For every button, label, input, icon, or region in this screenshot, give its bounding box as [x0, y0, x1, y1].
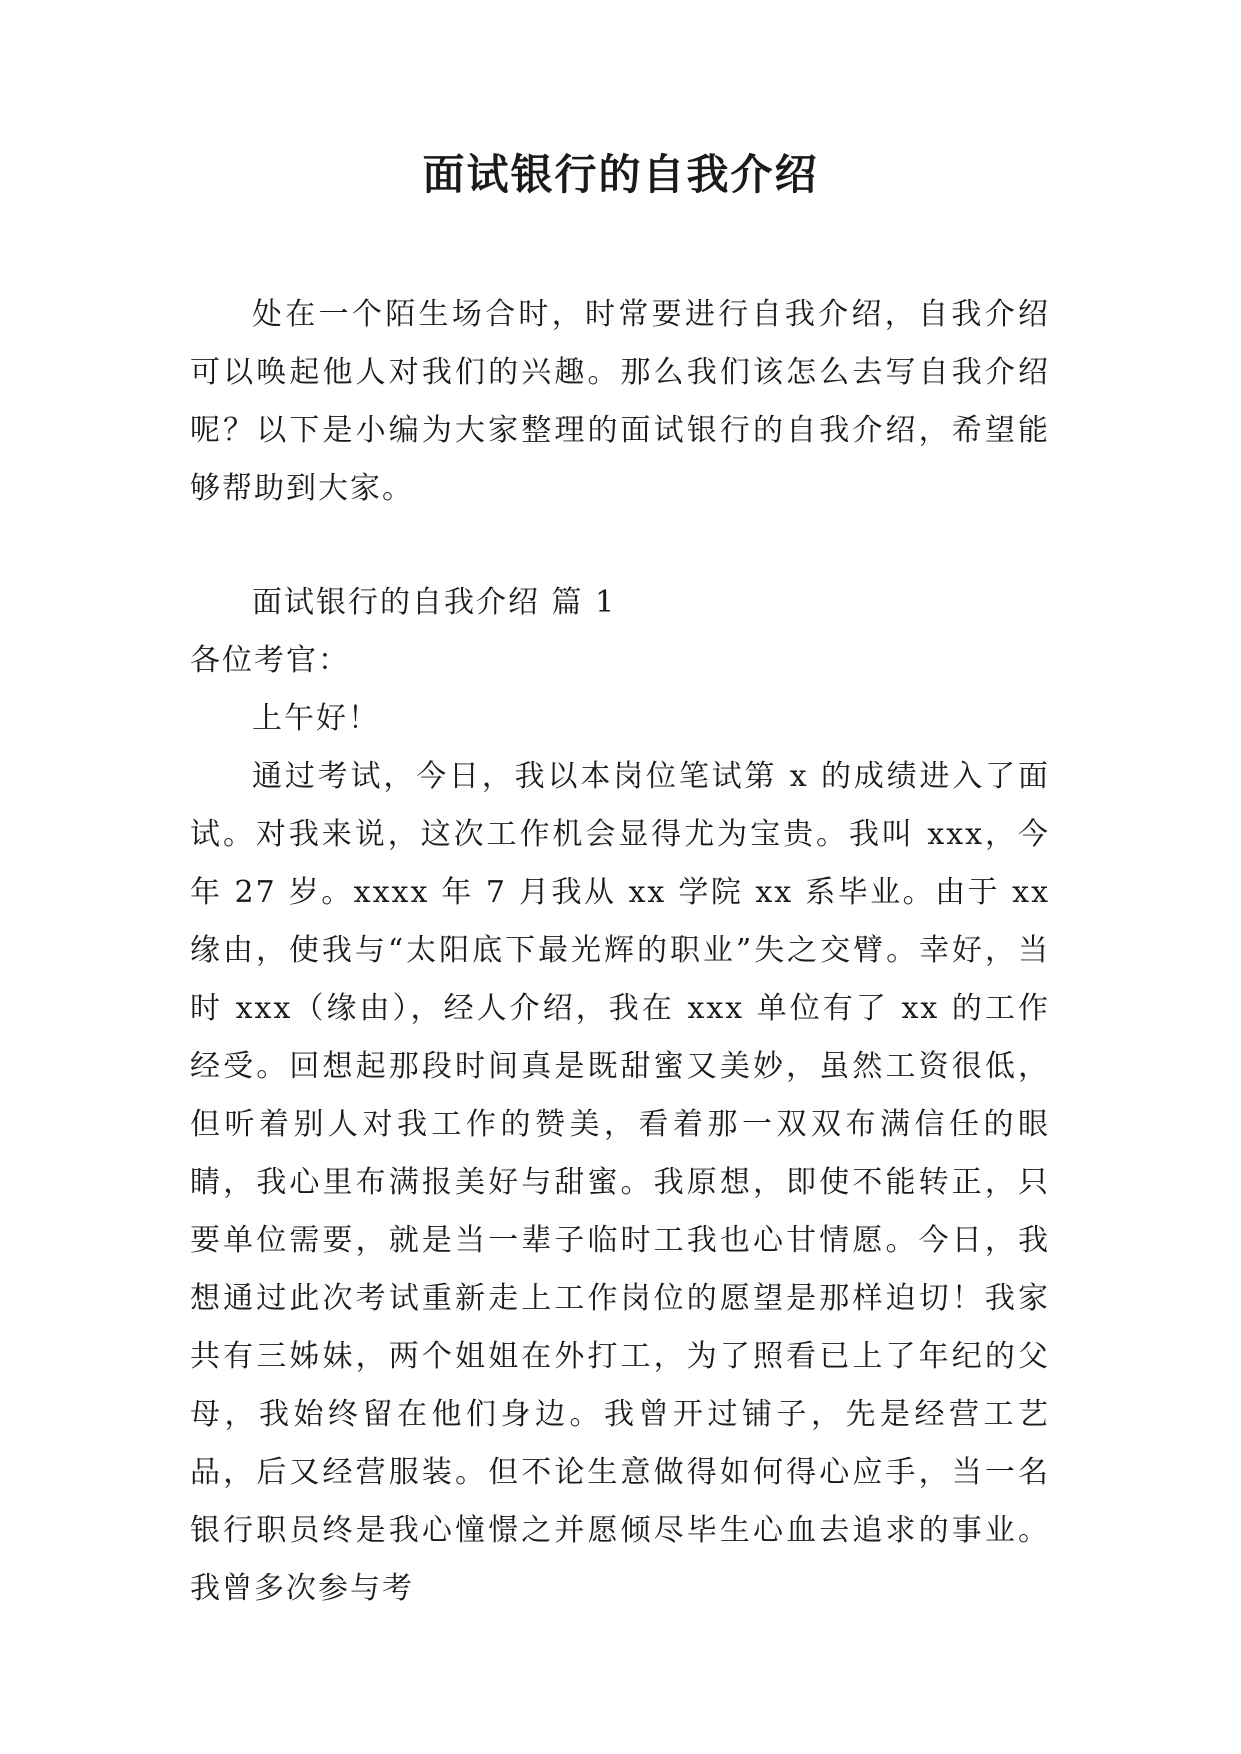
- section-heading: 面试银行的自我介绍 篇 1: [252, 585, 617, 620]
- salutation: 各位考官：: [190, 643, 350, 678]
- document-title: 面试银行的自我介绍: [422, 150, 819, 199]
- main-paragraph: 通过考试，今日，我以本岗位笔试第 x 的成绩进入了面试。对我来说，这次工作机会显得尤为宝贵。我叫 xxx，今年 27 岁。xxxx 年 7 月我从 xx 学院 xx 系毕业。由于 xx 缘由，使我与“太阳底下最光辉的职业”失之交臂。幸好，当时 xxx（缘由），经人介绍，我在 xxx 单位有了 xx 的工作经受。回想起那段时间真是既甜蜜又美妙，虽然工资很低，但听着别人对我工作的赞美，看着那一双双布满信任的眼睛，我心里布满报美好与甜蜜。我原想，即使不能转正，只要单位需要，就是当一辈子临时工我也心甘情愿。今日，我想通过此次考试重新走上工作岗位的愿望是那样迫切！我家共有三姊妹，两个姐姐在外打工，为了照看已上了年纪的父母，我始终留在他们身边。我曾开过铺子，先是经营工艺品，后又经营服装。但不论生意做得如何得心应手，当一名银行职员终是我心憧憬之并愿倾尽毕生心血去追求的事业。我曾多次参与考: [190, 759, 1050, 1606]
- intro-paragraph: 处在一个陌生场合时，时常要进行自我介绍，自我介绍可以唤起他人对我们的兴趣。那么我们该怎么去写自我介绍呢？以下是小编为大家整理的面试银行的自我介绍，希望能够帮助到大家。: [190, 297, 1050, 506]
- greeting: 上午好！: [252, 701, 380, 736]
